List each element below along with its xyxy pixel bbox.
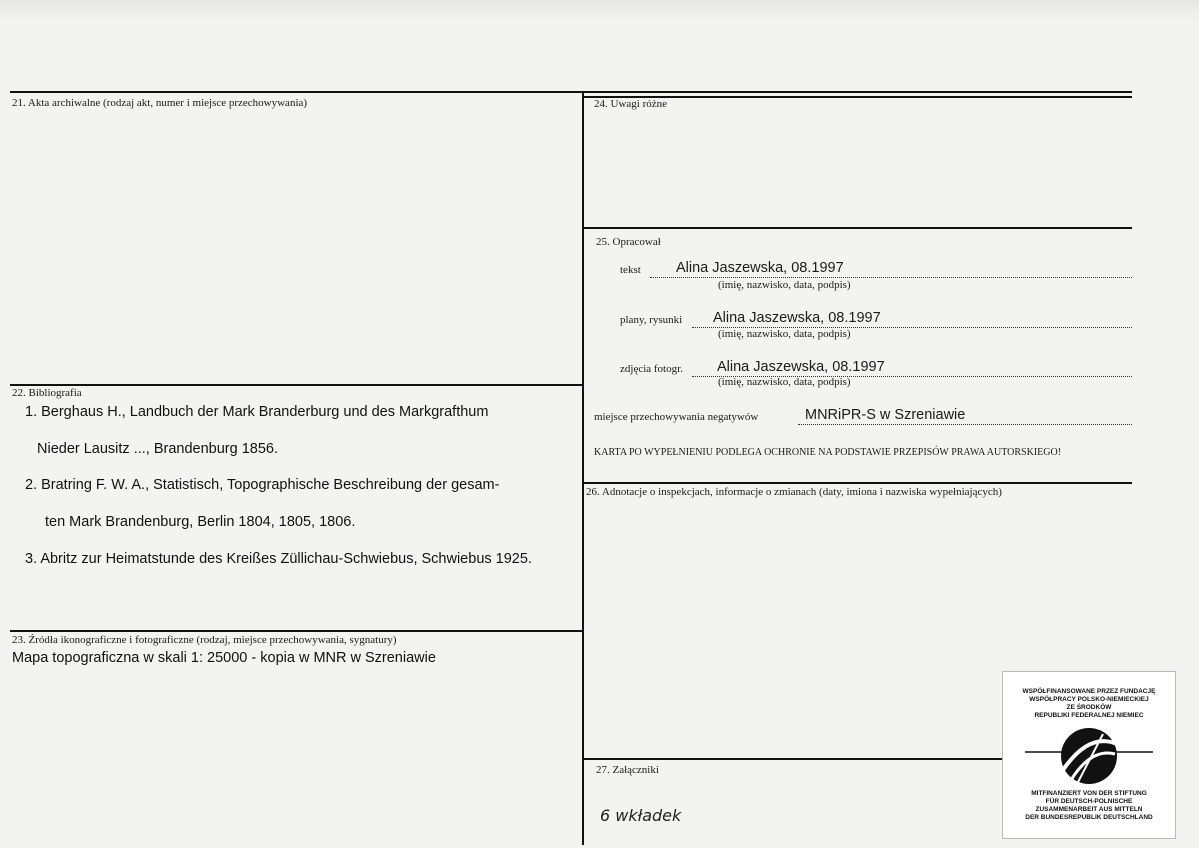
bibliography-item: 3. Abritz zur Heimatstunde des Kreißes Züllichau-Schwiebus, Schwiebus 1925.	[25, 551, 532, 567]
signature-value: Alina Jaszewska, 08.1997	[713, 310, 881, 326]
rule-22-23	[10, 630, 583, 632]
attachments-handwritten-value: 6 wkładek	[600, 806, 682, 825]
section-26-label: 26. Adnotacje o inspekcjach, informacje o zmianach (daty, imiona i nazwiska wypełniających)	[586, 486, 1002, 498]
negatives-value: MNRiPR-S w Szreniawie	[805, 407, 966, 423]
signature-label: tekst	[620, 264, 641, 276]
negatives-label: miejsce przechowywania negatywów	[594, 411, 759, 423]
section-22-label: 22. Bibliografia	[12, 387, 82, 399]
signature-value: Alina Jaszewska, 08.1997	[717, 359, 885, 375]
signature-hint: (imię, nazwisko, data, podpis)	[718, 376, 851, 388]
stamp-text-line: DER BUNDESREPUBLIK DEUTSCHLAND	[1025, 814, 1153, 821]
negatives-dotted-line	[798, 424, 1132, 425]
rule-24-25	[584, 227, 1132, 229]
page-top-edge	[0, 0, 1199, 22]
stamp-text-line: ZUSAMMENARBEIT AUS MITTELN	[1035, 806, 1143, 813]
signature-hint: (imię, nazwisko, data, podpis)	[718, 279, 851, 291]
stamp-text-line: FÜR DEUTSCH-POLNISCHE	[1045, 798, 1133, 805]
negatives-row	[594, 405, 1132, 425]
foundation-stamp	[1002, 671, 1176, 839]
rule-21-22	[10, 384, 583, 386]
rule-26-27	[584, 758, 1002, 760]
center-divider	[582, 93, 584, 845]
bibliography-item: ten Mark Brandenburg, Berlin 1804, 1805, 1806.	[45, 514, 356, 530]
bibliography-item: Nieder Lausitz ..., Brandenburg 1856.	[37, 441, 279, 457]
section-23-label: 23. Źródła ikonograficzne i fotograficzne (rodzaj, miejsce przechowywania, sygnatury)	[12, 634, 397, 646]
section-25-label: 25. Opracował	[596, 236, 661, 248]
bibliography-item: 1. Berghaus H., Landbuch der Mark Branderburg und des Markgrafthum	[25, 404, 489, 420]
stamp-text-line: WSPÓŁFINANSOWANE PRZEZ FUNDACJĘ	[1022, 688, 1156, 695]
signature-row-drawings	[620, 308, 1132, 328]
signature-label: plany, rysunki	[620, 314, 683, 326]
signature-label: zdjęcia fotogr.	[620, 363, 683, 375]
signature-row-photos	[620, 357, 1132, 377]
stamp-text-line: REPUBLIKI FEDERALNEJ NIEMIEC	[1034, 712, 1144, 719]
stamp-text-line: MITFINANZIERT VON DER STIFTUNG	[1031, 790, 1147, 797]
section-23-value: Mapa topograficzna w skali 1: 25000 - kopia w MNR w Szreniawie	[12, 650, 436, 666]
top-rule	[10, 91, 1132, 93]
section-27-label: 27. Załączniki	[596, 764, 659, 776]
signature-dotted-line	[650, 277, 1132, 278]
signature-row-text	[620, 258, 1132, 278]
stamp-text-line: WSPÓŁPRACY POLSKO-NIEMIECKIEJ	[1029, 696, 1149, 703]
foundation-logo-icon	[1019, 724, 1159, 788]
section-24-label: 24. Uwagi różne	[594, 98, 668, 110]
section-21-label: 21. Akta archiwalne (rodzaj akt, numer i miejsce przechowywania)	[12, 97, 308, 109]
signature-value: Alina Jaszewska, 08.1997	[676, 260, 844, 276]
bibliography-item: 2. Bratring F. W. A., Statistisch, Topographische Beschreibung der gesam-	[25, 477, 500, 493]
stamp-text-line: ZE ŚRODKÓW	[1066, 704, 1112, 711]
rule-25-26	[584, 482, 1132, 484]
signature-hint: (imię, nazwisko, data, podpis)	[718, 328, 851, 340]
copyright-notice: KARTA PO WYPEŁNIENIU PODLEGA OCHRONIE NA PODSTAWIE PRZEPISÓW PRAWA AUTORSKIEGO!	[594, 447, 1062, 458]
